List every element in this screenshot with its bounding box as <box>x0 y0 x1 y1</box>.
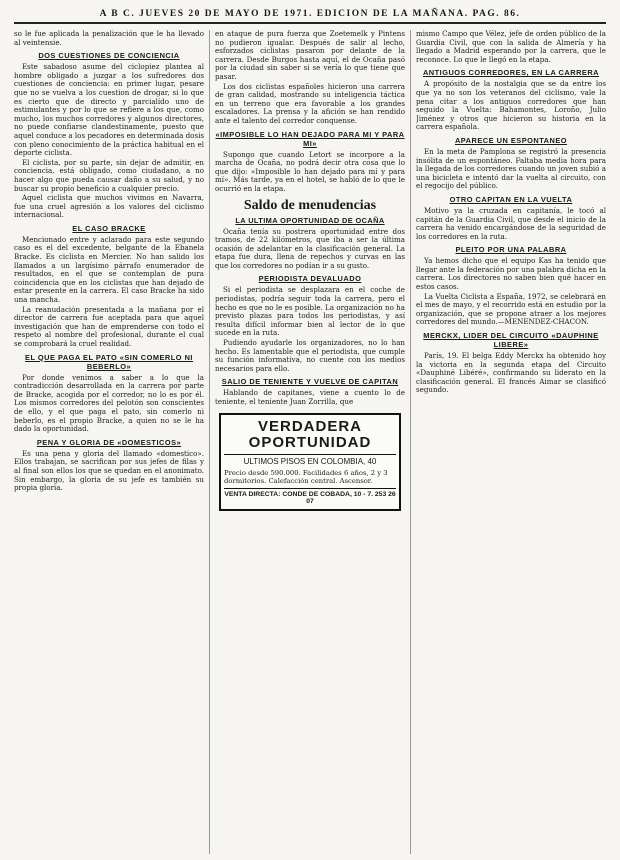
paragraph: Los dos ciclistas españoles hicieron una carrera de gran calidad, mostrando su inteligencia táctica en un terreno que era favorable a los grandes escaladores. La prensa y la afición se han rendido ante el talento del corredor conquense. <box>215 81 405 125</box>
paragraph: París, 19. El belga Eddy Merckx ha obtenido hoy la victoria en la segunda etapa del Circuito «Dauphiné Libéré», confirmando su liderato en la clasificación general. El francés Aimar se clasificó segundo. <box>416 351 606 395</box>
paragraph: Pudiendo ayudarle los organizadores, no lo han hecho. Es lamentable que el periodista, que cumple su función informativa, no cuente con los medios necesarios para ello. <box>215 338 405 373</box>
paragraph: Por donde venimos a saber a lo que la contradicción desarrollada en la carrera por parte de Bracke, acogida por el corredor, no lo es por él. Los mismos corredores del pelotón son conscientes de ello, y el que paga el pato, sin comerlo ni beberlo, es el propio Bracke, a quien no se le ha dado la oportunidad. <box>14 372 204 434</box>
paragraph: mismo Campo que Vélez, jefe de orden público de la Guardia Civil, que con la salida de Almería y ha llegado a Madrid esperando por la carrera, que le reconoce. Lo que le llegó en la etapa. <box>416 30 606 64</box>
advert-body: Precio desde 590.000. Facilidades 6 años, 2 y 3 dormitorios. Calefacción central. Ascensor. <box>224 468 388 485</box>
section-heading: ANTIGUOS CORREDORES, EN LA CARRERA <box>422 68 600 78</box>
section-heading: DOS CUESTIONES DE CONCIENCIA <box>38 51 180 61</box>
advert-subtitle: ULTIMOS PISOS EN COLOMBIA, 40 <box>224 454 396 466</box>
paragraph: Supongo que cuando Letort se incorpore a la marcha de Ocaña, no podrá decir otra cosa que lo que dijo: «Imposible lo han dejado para mí y para mí». Más tarde, ya en el hotel, se habló de lo que le ocurrió en la etapa. <box>215 149 405 193</box>
newspaper-page <box>14 8 606 854</box>
paragraph: A propósito de la nostalgia que se da entre los que ya no son los veteranos del ciclismo, vale la pena citar a los antiguos corredores que han seguido la Vuelta: Bahamontes, Loroño, Julio Jiménez y otros que hicieron su historia en la carrera española. <box>416 79 606 132</box>
section-heading: LA ULTIMA OPORTUNIDAD DE OCAÑA <box>235 215 385 225</box>
section-heading: «IMPOSIBLE LO HAN DEJADO PARA MI Y PARA MI» <box>215 129 405 148</box>
paragraph: Motivo ya la cruzada en capitanía, le tocó al capitán de la Guardia Civil, que desde el inicio de la carrera ha venido encargándose de la seguridad de los corredores en la ruta. <box>416 205 606 241</box>
column-middle <box>215 30 405 854</box>
advert-contact: VENTA DIRECTA: CONDE DE COBADA, 10 - 7. 253 26 07 <box>224 488 396 505</box>
section-heading: MERCKX, LIDER DEL CIRCUITO «DAUPHINE LIBERE» <box>423 331 599 350</box>
column-left <box>14 30 204 854</box>
paragraph: Ya hemos dicho que el equipo Kas ha tenido que llegar ante la federación por una palabra dicha en la carrera. Los directores no saben bien qué hacer en estos casos. <box>416 256 606 292</box>
advert-title: OPORTUNIDAD <box>248 433 372 451</box>
article-headline: Saldo de menudencias <box>243 197 377 213</box>
advert-title: VERDADERA <box>257 417 362 435</box>
paragraph: La reanudación presentada a la mañana por el director de carrera fue aceptada para que aquel investigación que han de emprenderse con todo el respeto al nombre del profesional, durante el cual se comprobará la cruel realidad. <box>14 304 204 348</box>
paragraph: El ciclista, por su parte, sin dejar de admitir, en conciencia, está obligado, como ciudadano, a no hacer algo que pueda causar daño a su salud, y no buscar su propio beneficio a cualquier precio. <box>14 157 204 193</box>
section-heading: PENA Y GLORIA DE «DOMESTICOS» <box>36 437 182 447</box>
paragraph: Hablando de capitanes, viene a cuento lo de teniente, el teniente Juan Zorrilla, que <box>215 388 405 406</box>
section-heading: EL CASO BRACKE <box>72 223 146 233</box>
real-estate-advert <box>219 413 401 511</box>
paragraph: Si el periodista se desplazara en el coche de periodistas, podría seguir toda la carrera, pero el hecho es que no le es posible. La organización no ha previsto plazas para todos los periodistas, y así resulta difícil informar bien al lector de lo que sucede en la ruta. <box>215 285 405 338</box>
section-heading: EL QUE PAGA EL PATO «SIN COMERLO NI BEBERLO» <box>25 352 193 371</box>
section-heading: OTRO CAPITAN EN LA VUELTA <box>449 194 573 204</box>
paragraph: En la meta de Pamplona se registró la presencia insólita de un espontáneo. Faltaba media hora para la llegada de los corredores cuando un joven subió a una bicicleta e intentó dar la vuelta al circuito, con el regocijo del público. <box>416 146 606 191</box>
section-heading: PLEITO POR UNA PALABRA <box>455 245 567 255</box>
section-heading: PERIODISTA DEVALUADO <box>258 274 362 284</box>
column-divider <box>410 30 411 854</box>
paragraph: so le fue aplicada la penalización que le ha llevado al veintensie. <box>14 30 204 47</box>
page-header: A B C. JUEVES 20 DE MAYO DE 1971. EDICION DE LA MAÑANA. PAG. 86. <box>14 8 606 24</box>
column-right <box>416 30 606 854</box>
paragraph: Mencionado entre y aclarado para este segundo caso es el del excedente, belgante de la Ebanela Bracke. Es ciclista en Mercier. No han salido los llamados a un largísimo párrafo enumerador de resultados, en el que se contemplan de pura coincidencia que en los ciclistas que han dejado de estar presente en la carrera. El caso Bracke ha sido una mancha. <box>14 234 204 305</box>
paragraph: Es una pena y gloria del llamado «domestico». Ellos trabajan, se sacrifican por sus jefes de filas y al final son ellos los que se quedan en el anonimato. Sin embargo, la gloria de su jefe es también su propia gloria. <box>14 448 204 493</box>
column-divider <box>209 30 210 854</box>
paragraph: Aquel ciclista que muchos vivimos en Navarra, fue una cruel agresión a los valores del ciclismo internacional. <box>14 193 204 220</box>
section-heading: APARECE UN ESPONTANEO <box>454 135 568 145</box>
section-heading: SALIO DE TENIENTE Y VUELVE DE CAPITAN <box>221 377 399 387</box>
paragraph: en ataque de pura fuerza que Zoetemelk y Pintens no pudieron igualar. Después de salir al lecho, esforzados ciclistas pasaron por delante de la carrera. Desde Burgos hasta aquí, el de Ocaña pasó por la ciudad sin saber si se vería lo que tiene que pasar. <box>215 30 405 81</box>
paragraph: Este sabadoso asume del ciclopiez plantea al hombre obligado a juzgar a los sufredores dos cuestiones de conciencia: en primer lugar, pesare que no se vuelva a los cuestion de drogar, si lo que es cierto que de directo y parcialído uno de estimulantes y por lo que se refiere a los que, como mucho, los muchos corredores y algunos directores, no puede confiarse clandestinamente, puesto que aquel conduce a los pecadores en determinada dosis con pleno conocimiento de la práctica habitual en el deporte ciclista. <box>14 62 204 158</box>
paragraph: La Vuelta Ciclista a España, 1972, se celebrará en el mes de mayo, y el recorrido está en estudio por la organización, que se propone atraer a los mejores corredores del mundo.—MENENDEZ-CHACON. <box>416 291 606 327</box>
columns <box>14 30 606 854</box>
paragraph: Ocaña tenía su postrera oportunidad entre dos tramos, de 22 kilómetros, que iba a ser la última ocasión de adelantar en la clasificación general. La etapa fue dura, llena de repechos y curvas en las que los corredores no podían ir a su gusto. <box>215 226 405 270</box>
